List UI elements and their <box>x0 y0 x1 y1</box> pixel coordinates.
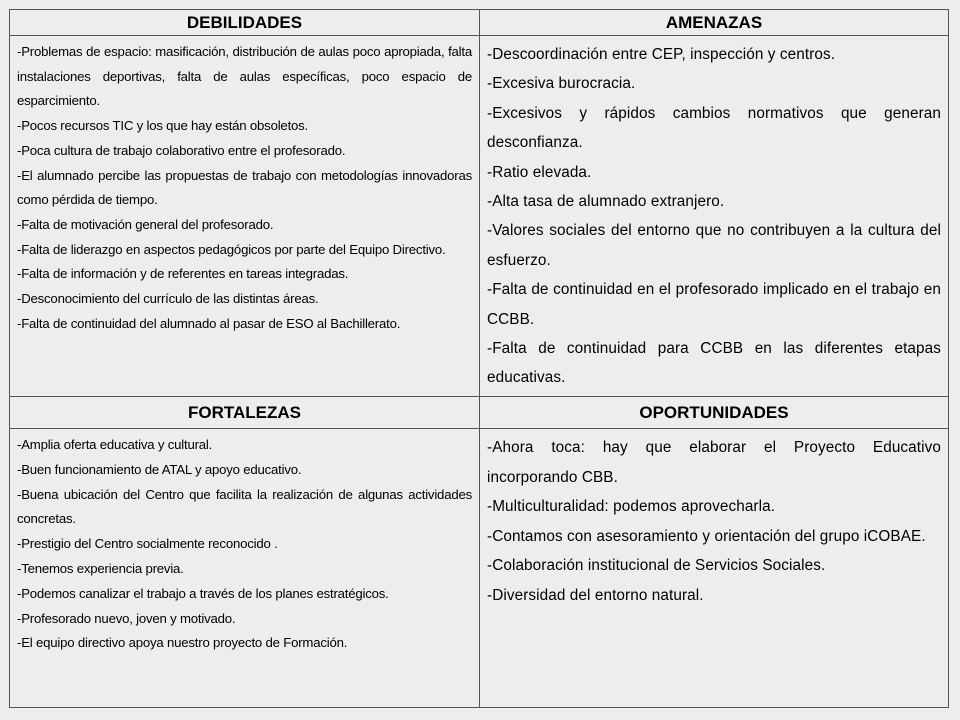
list-item: -Contamos con asesoramiento y orientación del grupo iCOBAE. <box>487 527 926 545</box>
list-item: -Amplia oferta educativa y cultural. <box>17 437 213 452</box>
list-item: -Falta de continuidad para CCBB en las diferentes etapas educativas. <box>487 340 941 387</box>
list-item: -Tenemos experiencia previa. <box>17 560 184 576</box>
list-item: -Falta de liderazgo en aspectos pedagógicos por parte del Equipo Directivo. <box>17 241 446 257</box>
fortalezas-list <box>17 433 472 656</box>
debilidades-cell <box>10 36 480 397</box>
list-item: -Diversidad del entorno natural. <box>487 586 704 604</box>
list-item: -Excesiva burocracia. <box>487 75 636 93</box>
list-item: -Ahora toca: hay que elaborar el Proyecto Educativo incorporando CBB. <box>487 439 941 486</box>
list-item: -Excesivos y rápidos cambios normativos que generan desconfianza. <box>487 104 941 152</box>
list-item: -Falta de continuidad del alumnado al pasar de ESO al Bachillerato. <box>17 315 401 331</box>
list-item: -Problemas de espacio: masificación, distribución de aulas poco apropiada, falta instalaciones deportivas, falta de aulas específicas, poco espacio de esparcimiento. <box>17 44 472 109</box>
list-item: -Poca cultura de trabajo colaborativo entre el profesorado. <box>17 142 346 158</box>
header-amenazas: AMENAZAS <box>480 10 949 36</box>
list-item: -Falta de información y de referentes en tareas integradas. <box>17 266 349 282</box>
list-item: -Profesorado nuevo, joven y motivado. <box>17 610 236 626</box>
list-item: -Multiculturalidad: podemos aprovecharla. <box>487 498 776 515</box>
list-item: -Buena ubicación del Centro que facilita la realización de algunas actividades concretas. <box>17 486 472 527</box>
swot-table <box>9 9 949 708</box>
list-item: -Alta tasa de alumnado extranjero. <box>487 193 725 211</box>
oportunidades-cell <box>480 429 949 708</box>
list-item: -El alumnado percibe las propuestas de trabajo con metodologías innovadoras como pérdida de tiempo. <box>17 167 472 208</box>
list-item: -Podemos canalizar el trabajo a través de los planes estratégicos. <box>17 585 389 601</box>
debilidades-list <box>17 40 472 336</box>
list-item: -Descoordinación entre CEP, inspección y centros. <box>487 46 836 63</box>
header-fortalezas: FORTALEZAS <box>10 397 480 429</box>
list-item: -Valores sociales del entorno que no contribuyen a la cultura del esfuerzo. <box>487 222 941 269</box>
list-item: -Colaboración institucional de Servicios Sociales. <box>487 557 826 574</box>
oportunidades-list <box>487 433 941 610</box>
fortalezas-cell <box>10 429 480 708</box>
list-item: -Prestigio del Centro socialmente reconocido . <box>17 536 278 552</box>
amenazas-cell <box>480 36 949 397</box>
list-item: -Buen funcionamiento de ATAL y apoyo educativo. <box>17 461 302 477</box>
list-item: -Falta de continuidad en el profesorado implicado en el trabajo en CCBB. <box>487 281 941 328</box>
list-item: -Pocos recursos TIC y los que hay están obsoletos. <box>17 118 309 134</box>
list-item: -El equipo directivo apoya nuestro proyecto de Formación. <box>17 635 348 651</box>
amenazas-list <box>487 40 941 393</box>
list-item: -Desconocimiento del currículo de las distintas áreas. <box>17 291 319 307</box>
header-debilidades: DEBILIDADES <box>10 10 480 36</box>
list-item: -Ratio elevada. <box>487 163 592 181</box>
list-item: -Falta de motivación general del profesorado. <box>17 216 274 232</box>
header-oportunidades: OPORTUNIDADES <box>480 397 949 429</box>
